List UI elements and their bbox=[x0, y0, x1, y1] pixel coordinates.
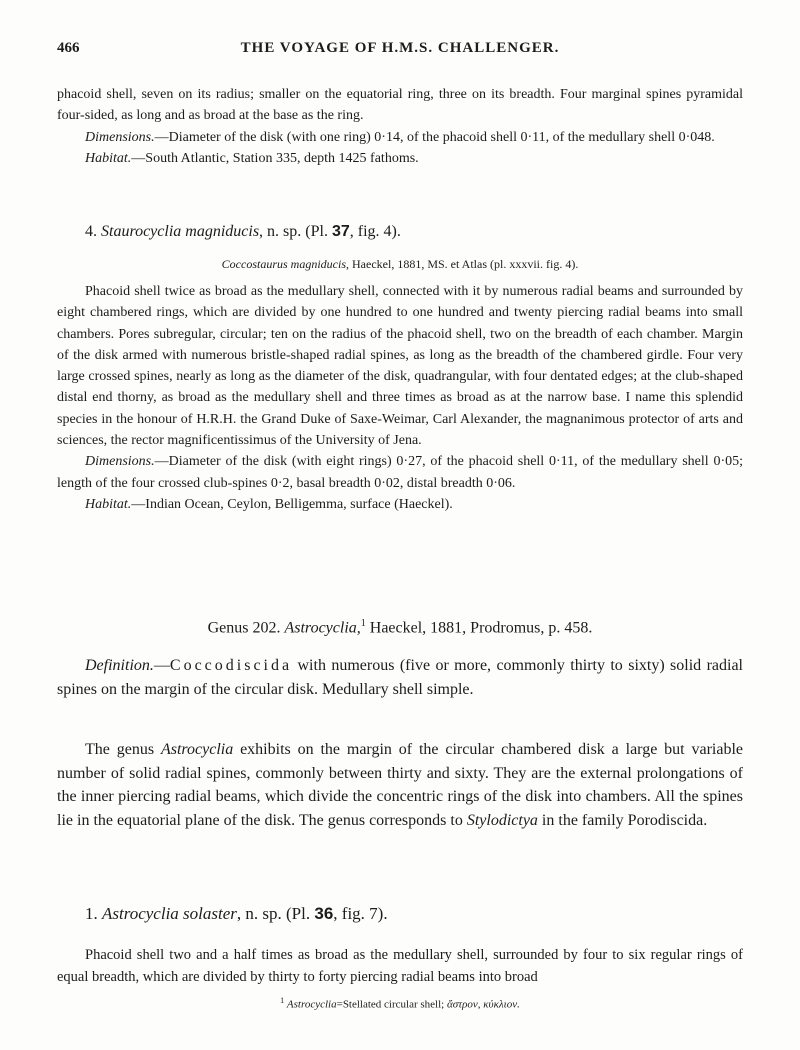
species-heading-staurocyclia: 4. Staurocyclia magniducis, n. sp. (Pl. 37, fig. 4). bbox=[85, 223, 401, 240]
species-4-habitat: Habitat.—Indian Ocean, Ceylon, Belligemma, surface (Haeckel). bbox=[85, 496, 453, 512]
previous-species-block bbox=[57, 84, 743, 169]
species-1-description: Phacoid shell two and a half times as broad as the medullary shell, surrounded by four to six regular rings of equal breadth, which are divided by thirty to forty piercing radial beams into broad bbox=[57, 947, 743, 985]
genus-description: The genus Astrocyclia exhibits on the margin of the circular chambered disk a large but variable number of solid radial spines, commonly between thirty and sixty. They are the external prolongations of the inner piercing radial beams, which divide the concentric rings of the disk into chambers. All the spines lie in the equatorial plane of the disk. The genus corresponds to Stylodictya in the family Porodiscida. bbox=[57, 741, 744, 829]
synonym-line: Coccostaurus magniducis, Haeckel, 1881, MS. et Atlas (pl. xxxvii. fig. 4). bbox=[221, 257, 579, 271]
previous-species-dimensions: Dimensions.—Diameter of the disk (with one ring) 0·14, of the phacoid shell 0·11, of the medullary shell 0·048. bbox=[85, 129, 715, 145]
footnote-marker: 1 bbox=[360, 618, 366, 629]
species-4-description: Phacoid shell twice as broad as the medullary shell, connected with it by numerous radial beams and surrounded by eight chambered rings, which are divided by one hundred to one hundred and twenty piercing radial beams into small chambers. Pores subregular, circular; ten on the radius of the phacoid shell, two on the breadth of each chamber. Margin of the disk armed with numerous bristle-shaped radial spines, as long as the breadth of the chambered girdle. Four very large crossed spines, nearly as long as the diameter of the disk, quadrangular, with four dentated edges; at the club-shaped distal end thorny, as broad as the medullary shell and three times as broad as at the narrow base. I name this splendid species in the honour of H.R.H. the Grand Duke of Saxe-Weimar, Carl Alexander, the magnanimous protector of arts and sciences, the rector magnificentissimus of the University of Jena. bbox=[57, 284, 743, 449]
page-header bbox=[57, 40, 743, 62]
family-name: Coccodiscida bbox=[169, 657, 293, 674]
species-4-dimensions: Dimensions.—Diameter of the disk (with eight rings) 0·27, of the phacoid shell 0·11, of the medullary shell 0·05; length of the four crossed club-spines 0·2, basal breadth 0·02, distal breadth 0·06. bbox=[57, 454, 743, 491]
greek-etymology: ἄστρον, κύκλιον. bbox=[446, 998, 520, 1011]
plate-number: 37 bbox=[331, 223, 350, 240]
page-number: 466 bbox=[57, 40, 80, 56]
species-name: Astrocyclia solaster bbox=[102, 904, 237, 923]
page bbox=[57, 40, 744, 1011]
previous-species-description: phacoid shell, seven on its radius; smaller on the equatorial ring, three on its breadth. Four marginal spines pyramidal four-sided, as long and as broad at the base as the ring. bbox=[57, 87, 743, 124]
genus-definition: Definition.—Coccodiscida with numerous (five or more, commonly thirty to sixty) solid radial spines on the margin of the circular disk. Medullary shell simple. bbox=[57, 657, 743, 698]
plate-number: 36 bbox=[314, 904, 334, 923]
genus-heading: Genus 202. Astrocyclia,$^1$ Haeckel, 1881, Prodromus, p. 458. bbox=[207, 618, 593, 637]
species-name: Staurocyclia magniducis bbox=[101, 223, 260, 240]
species-4-block bbox=[57, 281, 743, 515]
footnote: $^1$ Astrocyclia=Stellated circular shell; ἄστρον, κύκλιον. bbox=[280, 996, 520, 1011]
previous-species-habitat: Habitat.—South Atlantic, Station 335, depth 1425 fathoms. bbox=[85, 150, 419, 166]
running-title: THE VOYAGE OF H.M.S. CHALLENGER. bbox=[240, 40, 560, 56]
species-heading-astrocyclia: 1. Astrocyclia solaster, n. sp. (Pl. 36, fig. 7). bbox=[85, 904, 388, 923]
